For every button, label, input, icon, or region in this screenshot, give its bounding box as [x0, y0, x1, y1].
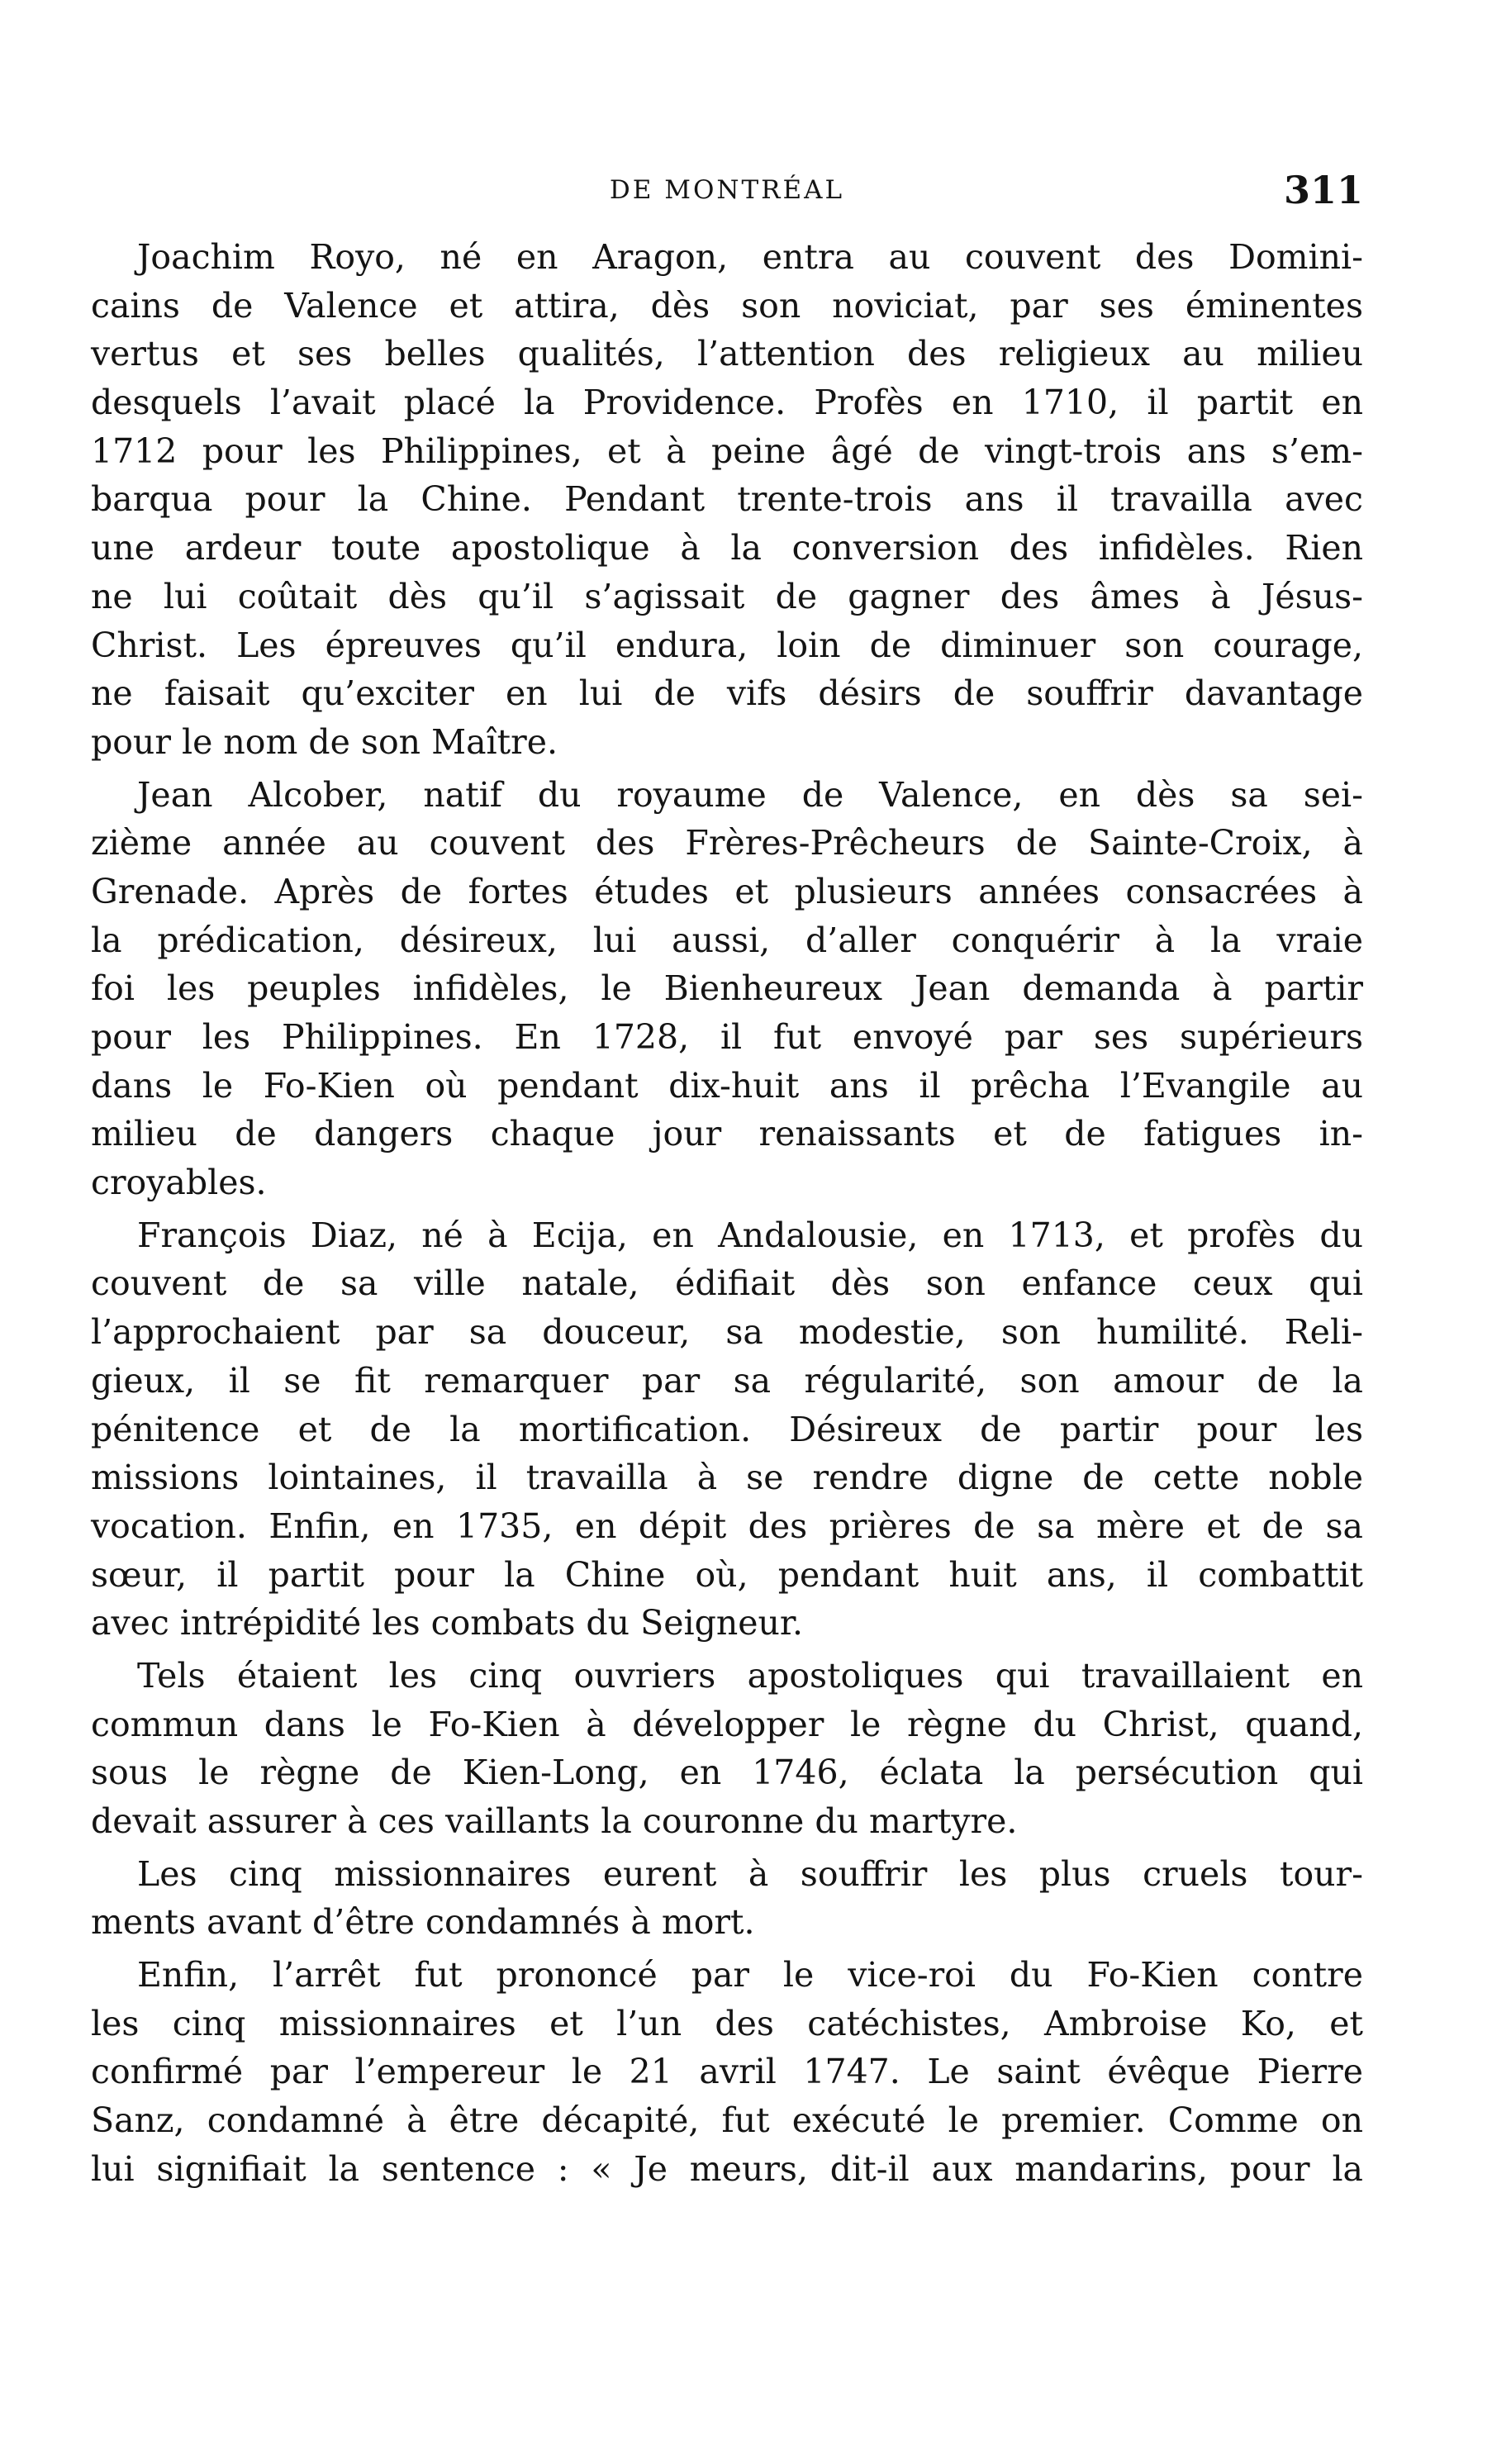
body-text — [91, 233, 1363, 2198]
text-line: Grenade. Après de fortes études et plusieurs années consacrées à — [91, 871, 1363, 911]
text-line: ne faisait qu’exciter en lui de vifs désirs de souffrir davantage — [91, 673, 1363, 714]
paragraph-sentence — [91, 1951, 1363, 2193]
text-line: vertus et ses belles qualités, l’attention des religieux au milieu — [91, 334, 1363, 374]
text-line: couvent de sa ville natale, édifiait dès son enfance ceux qui — [91, 1263, 1363, 1304]
text-line: cains de Valence et attira, dès son noviciat, par ses éminentes — [91, 285, 1363, 326]
text-line: gieux, il se fit remarquer par sa régularité, son amour de la — [91, 1360, 1363, 1401]
text-line: François Diaz, né à Ecija, en Andalousie, en 1713, et profès du — [137, 1215, 1363, 1255]
text-line: lui signifiait la sentence : « Je meurs, dit-il aux mandarins, pour la — [91, 2148, 1363, 2189]
text-line: vocation. Enfin, en 1735, en dépit des prières de sa mère et de sa — [91, 1506, 1363, 1546]
text-line: desquels l’avait placé la Providence. Profès en 1710, il partit en — [91, 383, 1363, 423]
text-line: Tels étaient les cinq ouvriers apostoliques qui travaillaient en — [137, 1655, 1363, 1696]
text-line: une ardeur toute apostolique à la conversion des infidèles. Rien — [91, 528, 1363, 568]
paragraph-royo — [91, 233, 1363, 767]
text-line: Joachim Royo, né en Aragon, entra au couvent des Domini- — [137, 237, 1363, 277]
text-line: la prédication, désireux, lui aussi, d’aller conquérir à la vraie — [91, 920, 1363, 960]
text-line: avec intrépidité les combats du Seigneur. — [91, 1603, 804, 1643]
text-line: pénitence et de la mortification. Désireux de partir pour les — [91, 1409, 1363, 1449]
text-line: 1712 pour les Philippines, et à peine âgé de vingt-trois ans s’em- — [91, 430, 1363, 471]
text-line: Les cinq missionnaires eurent à souffrir les plus cruels tour- — [137, 1853, 1363, 1894]
paragraph-torments — [91, 1850, 1363, 1947]
running-title: DE MONTRÉAL — [609, 175, 845, 205]
text-line: sous le règne de Kien-Long, en 1746, éclata la persécution qui — [91, 1753, 1363, 1793]
text-line: Jean Alcober, natif du royaume de Valence, en dès sa sei- — [137, 774, 1363, 815]
text-line: barqua pour la Chine. Pendant trente-trois ans il travailla avec — [91, 479, 1363, 520]
text-line: pour le nom de son Maître. — [91, 721, 558, 762]
text-line: Sanz, condamné à être décapité, fut exécuté le premier. Comme on — [91, 2100, 1363, 2141]
running-head — [91, 165, 1363, 215]
text-line: dans le Fo-Kien où pendant dix-huit ans il prêcha l’Evangile au — [91, 1065, 1363, 1106]
text-line: sœur, il partit pour la Chine où, pendant huit ans, il combattit — [91, 1554, 1363, 1595]
text-line: zième année au couvent des Frères-Prêcheurs de Sainte-Croix, à — [91, 823, 1363, 863]
text-line: les cinq missionnaires et l’un des catéchistes, Ambroise Ko, et — [91, 2003, 1363, 2043]
page-number: 311 — [1283, 168, 1363, 212]
text-line: confirmé par l’empereur le 21 avril 1747. Le saint évêque Pierre — [91, 2052, 1363, 2092]
paragraph-persecution — [91, 1652, 1363, 1846]
text-line: l’approchaient par sa douceur, sa modestie, son humilité. Reli- — [91, 1312, 1363, 1353]
text-line: ne lui coûtait dès qu’il s’agissait de gagner des âmes à Jésus- — [91, 576, 1363, 616]
text-line: croyables. — [91, 1163, 267, 1203]
text-line: devait assurer à ces vaillants la couronne du martyre. — [91, 1801, 1018, 1841]
text-line: Christ. Les épreuves qu’il endura, loin de diminuer son courage, — [91, 625, 1363, 665]
paragraph-diaz — [91, 1211, 1363, 1648]
text-line: milieu de dangers chaque jour renaissants et de fatigues in- — [91, 1114, 1363, 1154]
text-line: missions lointaines, il travailla à se rendre digne de cette noble — [91, 1458, 1363, 1498]
text-line: foi les peuples infidèles, le Bienheureux Jean demanda à partir — [91, 968, 1363, 1009]
paragraph-alcober — [91, 771, 1363, 1207]
text-line: Enfin, l’arrêt fut prononcé par le vice-roi du Fo-Kien contre — [137, 1955, 1363, 1995]
text-line: pour les Philippines. En 1728, il fut envoyé par ses supérieurs — [91, 1017, 1363, 1057]
text-line: commun dans le Fo-Kien à développer le règne du Christ, quand, — [91, 1704, 1363, 1744]
text-line: ments avant d’être condamnés à mort. — [91, 1902, 755, 1943]
